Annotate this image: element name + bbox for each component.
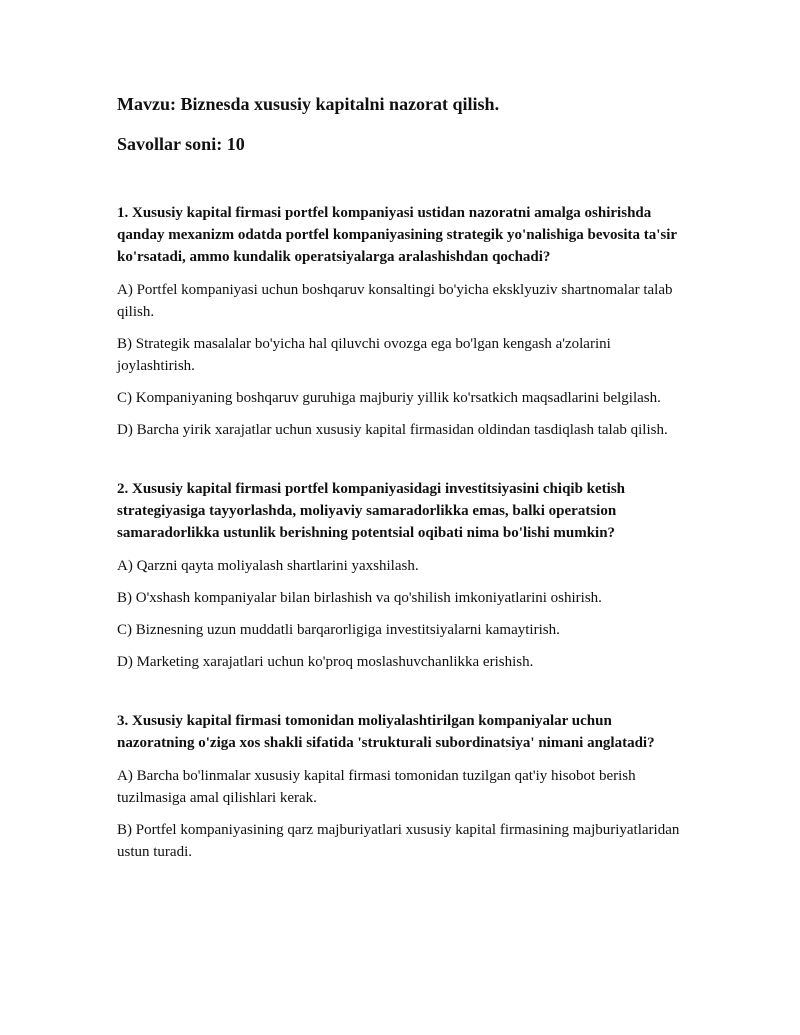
question-text: 3. Xususiy kapital firmasi tomonidan moliyalashtirilgan kompaniyalar uchun nazoratning o'ziga xos shakli sifatida 'strukturali subordinatsiya' nimani anglatadi?: [117, 713, 655, 751]
question-text: 2. Xususiy kapital firmasi portfel kompaniyasidagi investitsiyasini chiqib ketish strategiyasiga tayyorlashda, moliyaviy samaradorlikka emas, balki operatsion samaradorlikka ustunlik berishning potentsial oqibati nima bo'lishi mumkin?: [117, 481, 626, 541]
question-3: [117, 710, 687, 863]
answer-option-b: B) O'xshash kompaniyalar bilan birlashish va qo'shilish imkoniyatlarini oshirish.: [117, 590, 602, 606]
question-2: [117, 478, 687, 673]
answer-option-d: D) Marketing xarajatlari uchun ko'proq moslashuvchanlikka erishish.: [117, 654, 534, 670]
question-text: 1. Xususiy kapital firmasi portfel kompaniyasi ustidan nazoratni amalga oshirishda qanday mexanizm odatda portfel kompaniyasining strategik yo'nalishiga bevosita ta'sir ko'rsatadi, ammo kundalik operatsiyalarga aralashishdan qochadi?: [117, 205, 677, 265]
answer-option-a: A) Portfel kompaniyasi uchun boshqaruv konsaltingi bo'yicha eksklyuziv shartnomalar talab qilish.: [117, 282, 673, 320]
document-title: Mavzu: Biznesda xususiy kapitalni nazorat qilish.: [117, 94, 500, 114]
question-count: Savollar soni: 10: [117, 134, 245, 154]
answer-option-a: A) Barcha bo'linmalar xususiy kapital firmasi tomonidan tuzilgan qat'iy hisobot berish tuzilmasiga amal qilishlari kerak.: [117, 768, 636, 806]
answer-option-b: B) Strategik masalalar bo'yicha hal qiluvchi ovozga ega bo'lgan kengash a'zolarini joylashtirish.: [117, 336, 611, 374]
answer-option-c: C) Biznesning uzun muddatli barqarorligiga investitsiyalarni kamaytirish.: [117, 622, 560, 638]
answer-option-d: D) Barcha yirik xarajatlar uchun xususiy kapital firmasidan oldindan tasdiqlash talab qilish.: [117, 422, 668, 438]
answer-option-a: A) Qarzni qayta moliyalash shartlarini yaxshilash.: [117, 558, 419, 574]
document-page: [117, 92, 687, 900]
answer-option-b: B) Portfel kompaniyasining qarz majburiyatlari xususiy kapital firmasining majburiyatlaridan ustun turadi.: [117, 822, 680, 860]
question-1: [117, 202, 687, 441]
answer-option-c: C) Kompaniyaning boshqaruv guruhiga majburiy yillik ko'rsatkich maqsadlarini belgilash.: [117, 390, 661, 406]
